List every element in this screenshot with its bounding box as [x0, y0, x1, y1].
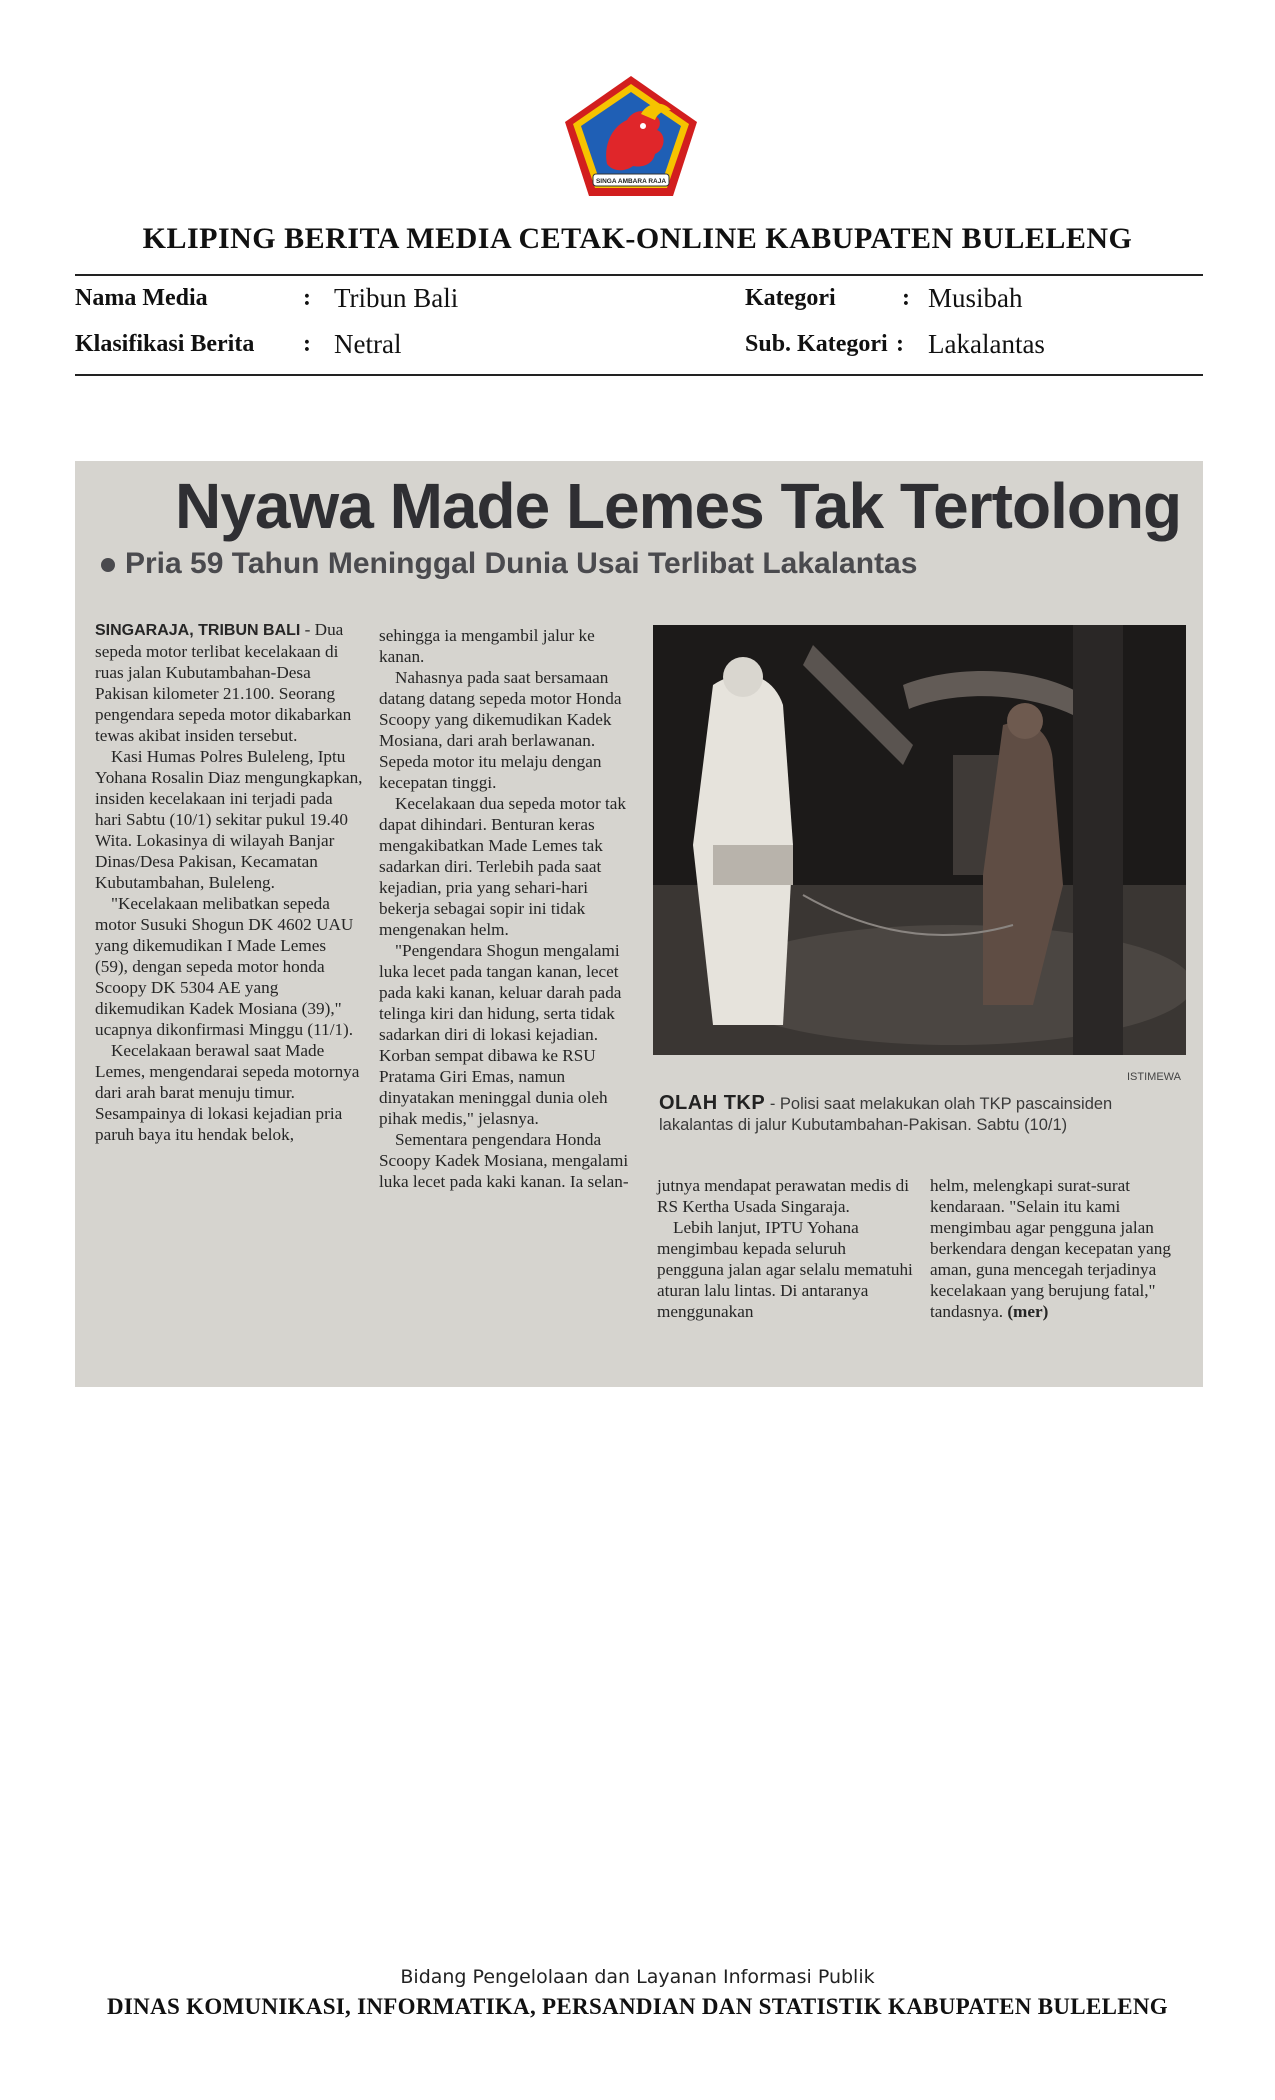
- photo-credit: ISTIMEWA: [1127, 1071, 1181, 1083]
- article-signoff: (mer): [1007, 1302, 1049, 1321]
- sub-kategori-colon: :: [896, 331, 904, 357]
- nama-media-value: Tribun Bali: [334, 283, 459, 313]
- article-column-4: [930, 1175, 1188, 1322]
- col3-paragraph-1: jutnya mendapat perawatan medis di RS Kertha Usada Singaraja.: [657, 1176, 909, 1216]
- sub-kategori-label: Sub. Kategori: [745, 331, 888, 357]
- photo-caption: [659, 1093, 1187, 1136]
- kategori-colon: :: [902, 285, 910, 311]
- col2-paragraph-2: Nahasnya pada saat bersamaan datang datang sepeda motor Honda Scoopy yang dikemudikan Kadek Mosiana, dari arah berlawanan. Sepeda motor itu melaju dengan kecepatan tinggi.: [379, 668, 622, 792]
- singa-ambara-raja-logo: [563, 74, 699, 198]
- article-subheadline: [101, 547, 917, 581]
- col1-paragraph-2: Kasi Humas Polres Buleleng, Iptu Yohana Rosalin Diaz mengungkapkan, insiden kecelakaan ini terjadi pada hari Sabtu (10/1) sekitar pukul 19.40 Wita. Lokasinya di wilayah Banjar Dinas/Desa Pakisan, Kecamatan Kubutambahan, Buleleng.: [95, 747, 363, 892]
- header-rule-top: [75, 274, 1203, 276]
- newspaper-clipping: [75, 461, 1203, 1387]
- footer-subtitle: Bidang Pengelolaan dan Layanan Informasi Publik: [400, 1966, 875, 1988]
- sub-kategori-value: Lakalantas: [928, 329, 1045, 359]
- article-subheadline-text: Pria 59 Tahun Meninggal Dunia Usai Terlibat Lakalantas: [125, 547, 918, 580]
- article-column-3: [657, 1175, 913, 1322]
- bullet-icon: [101, 558, 115, 572]
- col2-paragraph-4: "Pengendara Shogun mengalami luka lecet pada tangan kanan, lecet pada kaki kanan, keluar darah pada telinga kiri dan hidung, serta tidak sadarkan diri di lokasi kejadian. Korban sempat dibawa ke RSU Pratama Giri Emas, namun dinyatakan meninggal dunia oleh pihak medis," jelasnya.: [379, 941, 622, 1128]
- article-headline: Nyawa Made Lemes Tak Tertolong: [175, 470, 1182, 542]
- article-column-2: [379, 625, 641, 1192]
- col1-paragraph-1: - Dua sepeda motor terlibat kecelakaan di ruas jalan Kubutambahan-Desa Pakisan kilometer 21.100. Seorang pengendara sepeda motor dikabarkan tewas akibat insiden tersebut.: [95, 620, 352, 745]
- caption-label: OLAH TKP: [659, 1092, 766, 1114]
- col1-paragraph-3: "Kecelakaan melibatkan sepeda motor Susuki Shogun DK 4602 UAU yang dikemudikan I Made Lemes (59), dengan sepeda motor honda Scoopy DK 5304 AE yang dikemudikan Kadek Mosiana (39)," ucapnya dikonfirmasi Minggu (11/1).: [95, 894, 354, 1039]
- article-dateline: SINGARAJA, TRIBUN BALI: [95, 622, 301, 639]
- nama-media-label: Nama Media: [75, 285, 208, 311]
- article-column-1: [95, 619, 363, 1145]
- col3-paragraph-2: Lebih lanjut, IPTU Yohana mengimbau kepada seluruh pengguna jalan agar selalu mematuhi aturan lalu lintas. Di antaranya menggunakan: [657, 1218, 913, 1321]
- header-rule-bottom: [75, 374, 1203, 376]
- col2-paragraph-3: Kecelakaan dua sepeda motor tak dapat dihindari. Benturan keras mengakibatkan Made Lemes tak sadarkan diri. Terlebih pada saat kejadian, pria yang sehari-hari bekerja sebagai sopir ini tidak mengenakan helm.: [379, 794, 626, 939]
- article-photo: [653, 625, 1186, 1055]
- caption-text: - Polisi saat melakukan olah TKP pascainsiden lakalantas di jalur Kubutambahan-Pakisan. Sabtu (10/1): [659, 1095, 1113, 1134]
- klasifikasi-berita-value: Netral: [334, 329, 402, 359]
- nama-media-colon: :: [303, 285, 311, 311]
- klasifikasi-berita-colon: :: [303, 331, 311, 357]
- kategori-label: Kategori: [745, 285, 836, 311]
- logo-ribbon-text: SINGA AMBARA RAJA: [595, 178, 667, 185]
- col4-paragraph-1: helm, melengkapi surat-surat kendaraan. "Selain itu kami mengimbau agar pengguna jalan berkendara dengan kecepatan yang aman, guna mencegah terjadinya kecelakaan yang berujung fatal," tandasnya.: [930, 1176, 1171, 1321]
- footer-title: DINAS KOMUNIKASI, INFORMATIKA, PERSANDIAN DAN STATISTIK KABUPATEN BULELENG: [107, 1994, 1168, 2019]
- klasifikasi-berita-label: Klasifikasi Berita: [75, 331, 255, 357]
- kategori-value: Musibah: [928, 283, 1023, 313]
- col2-paragraph-1: sehingga ia mengambil jalur ke kanan.: [379, 626, 595, 666]
- col1-paragraph-4: Kecelakaan berawal saat Made Lemes, mengendarai sepeda motornya dari arah barat menuju timur. Sesampainya di lokasi kejadian pria paruh baya itu hendak belok,: [95, 1041, 360, 1144]
- col2-paragraph-5: Sementara pengendara Honda Scoopy Kadek Mosiana, mengalami luka lecet pada kaki kanan. Ia selan-: [379, 1130, 629, 1191]
- document-title: KLIPING BERITA MEDIA CETAK-ONLINE KABUPATEN BULELENG: [142, 222, 1133, 255]
